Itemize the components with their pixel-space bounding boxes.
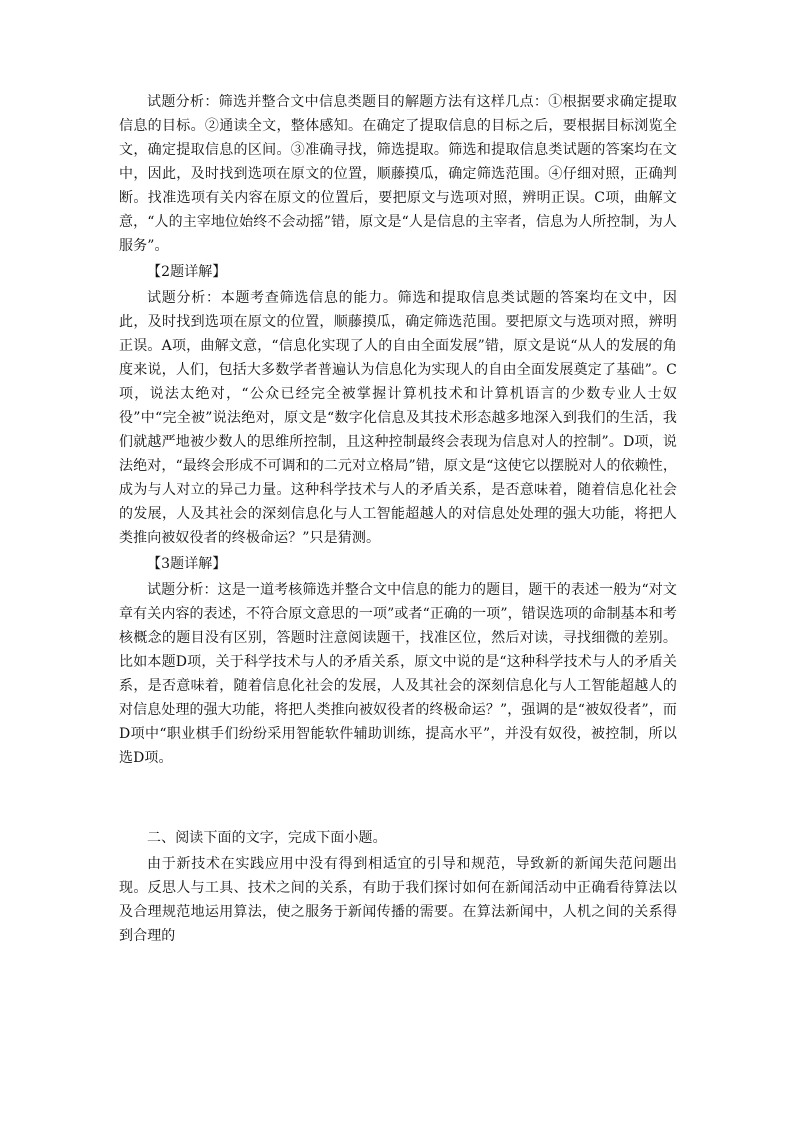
q1-analysis-paragraph: 试题分析：筛选并整合文中信息类题目的解题方法有这样几点：①根据要求确定提取信息的目标。②通读全文，整体感知。在确定了提取信息的目标之后，要根据目标浏览全文，确定提取信息的区间。③准确寻找，筛选提取。筛选和提取信息类试题的答案均在文中，因此，及时找到选项在原文的位置，顺藤摸瓜，确定筛选范围。④仔细对照，正确判断。找准选项有关内容在原文的位置后，要把原文与选项对照，辨明正误。C项，曲解文意，“人的主宰地位始终不会动摇”错，原文是“人是信息的主宰者，信息为人所控制，为人服务”。 (119, 94, 677, 254)
q3-heading: 【3题详解】 (147, 556, 227, 572)
q2-analysis-paragraph: 试题分析：本题考查筛选信息的能力。筛选和提取信息类试题的答案均在文中，因此，及时找到选项在原文的位置，顺藤摸瓜，确定筛选范围。要把原文与选项对照，辨明正误。A项，曲解文意，“信息化实现了人的自由全面发展”错，原文是说“从人的发展的角度来说，人们，包括大多数学者普遍认为信息化为实现人的自由全面发展奠定了基础”。C项，说法太绝对，“公众已经完全被掌握计算机技术和计算机语言的少数专业人士奴役”中“完全被”说法绝对，原文是“数字化信息及其技术形态越多地深入到我们的生活，我们就越严地被少数人的思维所控制，且这种控制最终会表现为信息对人的控制”。D项，说法绝对，“最终会形成不可调和的二元对立格局”错，原文是“这使它以摆脱对人的依赖性，成为与人对立的异己力量。这种科学技术与人的矛盾关系，是否意味着，随着信息化社会的发展，人及其社会的深刻信息化与人工智能超越人的对信息处处理的强大功能，将把人类推向被奴役者的终极命运？”只是猜测。 (119, 290, 677, 546)
section-2-title: 二、阅读下面的文字，完成下面小题。 (147, 830, 387, 846)
document-body (119, 90, 677, 950)
section-spacer (119, 772, 677, 826)
q3-analysis-paragraph: 试题分析：这是一道考核筛选并整合文中信息的能力的题目，题干的表述一般为“对文章有关内容的表述，不符合原文意思的一项”或者“正确的一项”，错误选项的命制基本和考核概念的题目没有区别，答题时注意阅读题干，找准区位，然后对读，寻找细微的差别。比如本题D项，关于科学技术与人的矛盾关系，原文中说的是“这种科学技术与人的矛盾关系，是否意味着，随着信息化社会的发展，人及其社会的深刻信息化与人工智能超越人的对信息处理的强大功能，将把人类推向被奴役者的终极命运？”，强调的是“被奴役者”，而D项中“职业棋手们纷纷采用智能软件辅助训练，提高水平”，并没有奴役，被控制，所以选D项。 (119, 582, 677, 766)
section-2-paragraph: 由于新技术在实践应用中没有得到相适宜的引导和规范，导致新的新闻失范问题出现。反思人与工具、技术之间的关系，有助于我们探讨如何在新闻活动中正确看待算法以及合理规范地运用算法，使之服务于新闻传播的需要。在算法新闻中，人机之间的关系得到合理的 (119, 856, 677, 944)
q2-heading: 【2题详解】 (147, 264, 227, 280)
